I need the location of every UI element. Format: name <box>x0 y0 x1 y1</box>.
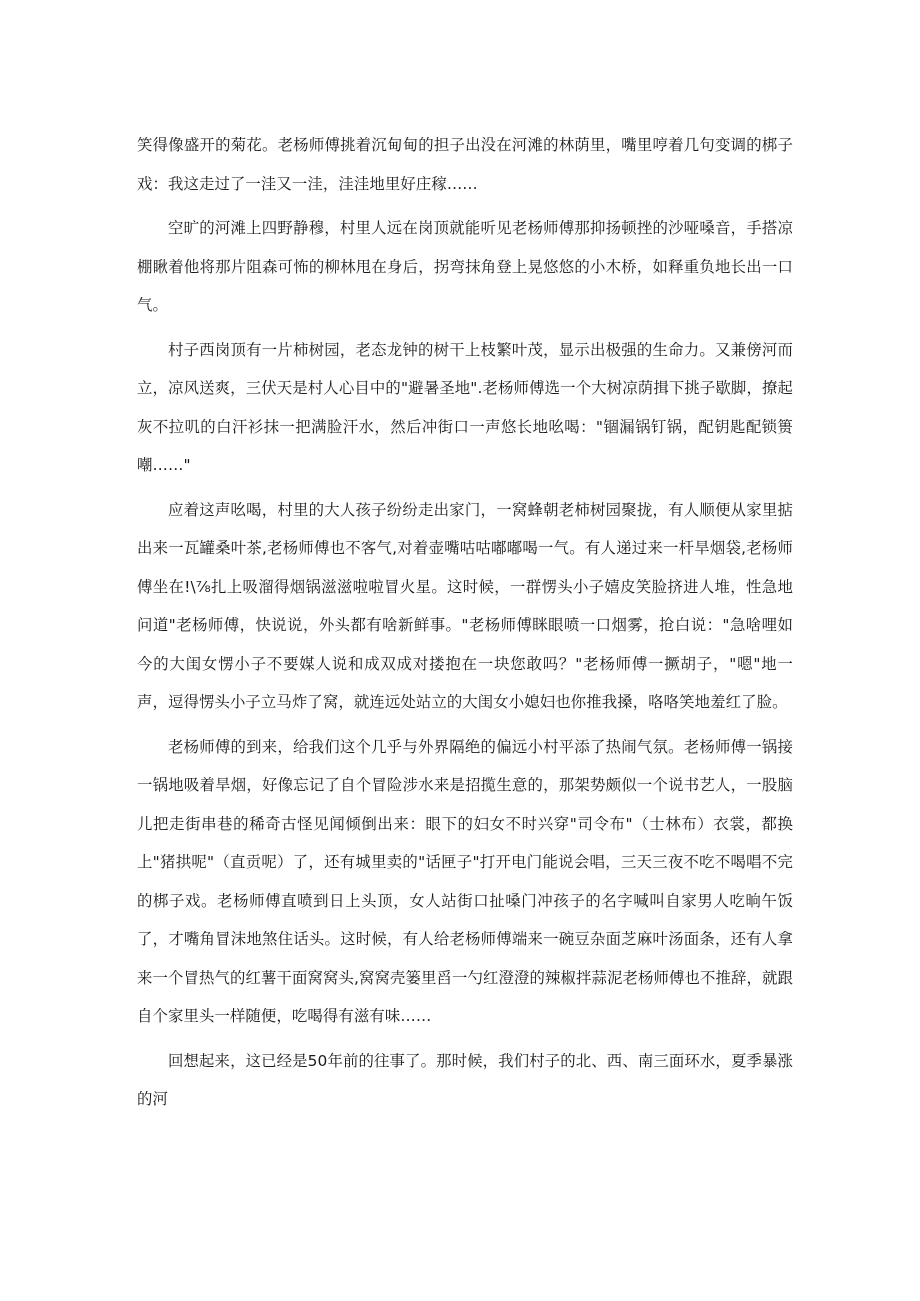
paragraph-4: 应着这声吆喝，村里的大人孩子纷纷走出家门，一窝蜂朝老柿树园聚拢，有人顺便从家里掂出来一瓦罐桑叶茶,老杨师傅也不客气,对着壶嘴咕咕嘟嘟喝一气。有人递过来一杆旱烟袋,老杨师傅坐在!\⅞扎上吸溜得烟锅滋滋啦啦冒火星。这时候，一群愣头小子嬉皮笑脸挤进人堆，性急地问道"老杨师傅，快说说，外头都有啥新鲜事。"老杨师傅眯眼喷一口烟雾，抢白说："急啥哩如今的大闺女愣小子不要媒人说和成双成对搂抱在一块您敢吗？"老杨师傅一撅胡子，"嗯"地一声，逗得愣头小子立马炸了窝，就连远处站立的大闺女小媳妇也你推我搡，咯咯笑地羞红了脸。 <box>137 500 793 711</box>
paragraph-5: 老杨师傅的到来，给我们这个几乎与外界隔绝的偏远小村平添了热闹气氛。老杨师傅一锅接一锅地吸着旱烟，好像忘记了自个冒险涉水来是招揽生意的，那架势颇似一个说书艺人，一股脑儿把走街串巷的稀奇古怪见闻倾倒出来：眼下的妇女不时兴穿"司令布"（士林布）衣裳，都换上"猪拱呢"（直贡呢）了，还有城里卖的"话匣子"打开电门能说会唱，三天三夜不吃不喝唱不完的梆子戏。老杨师傅直喷到日上头顶，女人站街口扯嗓门冲孩子的名字喊叫自家男人吃晌午饭了，才嘴角冒沫地煞住话头。这时候，有人给老杨师傅端来一碗豆杂面芝麻叶汤面条，还有人拿来一个冒热气的红薯干面窝窝头,窝窝壳篓里舀一勺红澄澄的辣椒拌蒜泥老杨师傅也不推辞，就跟自个家里头一样随便，吃喝得有滋有味…… <box>137 737 793 1025</box>
article-body <box>137 126 793 1119</box>
paragraph-1: 笑得像盛开的菊花。老杨师傅挑着沉甸甸的担子出没在河滩的林荫里，嘴里哼着几句变调的梆子戏：我这走过了一洼又一洼，洼洼地里好庄稼…… <box>137 136 793 193</box>
paragraph-6: 回想起来，这已经是50年前的往事了。那时候，我们村子的北、西、南三面环水，夏季暴涨的河 <box>137 1051 793 1108</box>
paragraph-3: 村子西岗顶有一片柿树园，老态龙钟的树干上枝繁叶茂，显示出极强的生命力。又兼傍河而立，凉风送爽，三伏天是村人心目中的"避暑圣地".老杨师傅选一个大树凉荫揖下挑子歇脚，撩起灰不拉叽的白汗衫抹一把满脸汗水，然后冲街口一声悠长地吆喝："锢漏锅钉锅，配钥匙配锁篑嘲……" <box>137 340 793 474</box>
paragraph-2: 空旷的河滩上四野静穆，村里人远在岗顶就能听见老杨师傅那抑扬顿挫的沙哑嗓音，手搭凉棚瞅着他将那片阻森可怖的柳林甩在身后，拐弯抹角登上晃悠悠的小木桥，如释重负地长出一口气。 <box>137 219 793 314</box>
